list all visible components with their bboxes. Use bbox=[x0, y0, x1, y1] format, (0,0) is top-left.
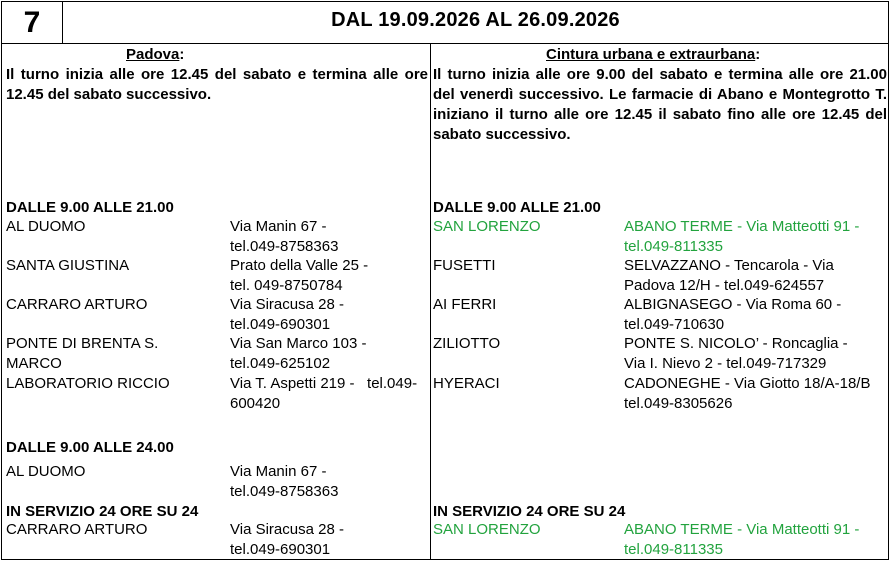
pharmacy-name: SANTA GIUSTINA bbox=[6, 257, 130, 274]
right-intro: Il turno inizia alle ore 9.00 del sabato e termina alle ore 21.00 del venerdì successivo. Le farmacie di Abano e Montegrotto T. iniziano il turno alle ore 12.45 il sabato fino alle ore 12.45 del sabato successivo. bbox=[433, 66, 887, 143]
pharmacy-name: FUSETTI bbox=[433, 257, 496, 274]
right-heading: Cintura urbana e extraurbana: bbox=[546, 46, 761, 63]
left-section1-title: DALLE 9.00 ALLE 21.00 bbox=[6, 199, 174, 216]
pharmacy-name: CARRARO ARTURO bbox=[6, 521, 148, 538]
right-heading-name: Cintura urbana e extraurbana bbox=[546, 46, 756, 63]
pharmacy-address: ALBIGNASEGO - Via Roma 60 - tel.049-710630 bbox=[624, 296, 842, 333]
column-divider bbox=[430, 44, 431, 559]
left-intro: Il turno inizia alle ore 12.45 del sabato e termina alle ore 12.45 del sabato successivo. bbox=[6, 66, 428, 103]
pharmacy-name: HYERACI bbox=[433, 375, 500, 392]
pharmacy-address: SELVAZZANO - Tencarola - Via Padova 12/H - tel.049-624557 bbox=[624, 257, 834, 294]
pharmacy-name: AL DUOMO bbox=[6, 463, 86, 480]
pharmacy-name: ZILIOTTO bbox=[433, 335, 501, 352]
right-section3-title: IN SERVIZIO 24 ORE SU 24 bbox=[433, 503, 626, 520]
pharmacy-address: Via Manin 67 - tel.049-8758363 bbox=[230, 218, 339, 255]
pharmacy-address: PONTE S. NICOLO’ - Roncaglia - Via I. Nievo 2 - tel.049-717329 bbox=[624, 335, 848, 372]
schedule-table bbox=[1, 1, 889, 560]
pharmacy-address: ABANO TERME - Via Matteotti 91 - tel.049-811335 bbox=[624, 521, 860, 558]
pharmacy-address: Via San Marco 103 - tel.049-625102 bbox=[230, 335, 367, 372]
pharmacy-address: Via Manin 67 - tel.049-8758363 bbox=[230, 463, 339, 500]
pharmacy-name: SAN LORENZO bbox=[433, 521, 541, 538]
pharmacy-name: CARRARO ARTURO bbox=[6, 296, 148, 313]
pharmacy-name: PONTE DI BRENTA S. MARCO bbox=[6, 335, 159, 372]
right-section1-title: DALLE 9.00 ALLE 21.00 bbox=[433, 199, 601, 216]
pharmacy-address: Via Siracusa 28 - tel.049-690301 bbox=[230, 521, 344, 558]
left-heading: Padova: bbox=[126, 46, 185, 63]
pharmacy-address: Via T. Aspetti 219 - tel.049- 600420 bbox=[230, 375, 418, 412]
pharmacy-address: ABANO TERME - Via Matteotti 91 - tel.049-811335 bbox=[624, 218, 860, 255]
week-number: 7 bbox=[2, 2, 63, 44]
left-section3-title: IN SERVIZIO 24 ORE SU 24 bbox=[6, 503, 199, 520]
pharmacy-name: AI FERRI bbox=[433, 296, 497, 313]
pharmacy-address: CADONEGHE - Via Giotto 18/A-18/B tel.049-8305626 bbox=[624, 375, 871, 412]
date-range-title: DAL 19.09.2026 AL 26.09.2026 bbox=[63, 2, 888, 44]
pharmacy-name: LABORATORIO RICCIO bbox=[6, 375, 170, 392]
left-section2-title: DALLE 9.00 ALLE 24.00 bbox=[6, 439, 174, 456]
pharmacy-address: Via Siracusa 28 - tel.049-690301 bbox=[230, 296, 344, 333]
pharmacy-name: SAN LORENZO bbox=[433, 218, 541, 235]
left-heading-name: Padova bbox=[126, 46, 180, 63]
pharmacy-name: AL DUOMO bbox=[6, 218, 86, 235]
pharmacy-address: Prato della Valle 25 - tel. 049-8750784 bbox=[230, 257, 369, 294]
